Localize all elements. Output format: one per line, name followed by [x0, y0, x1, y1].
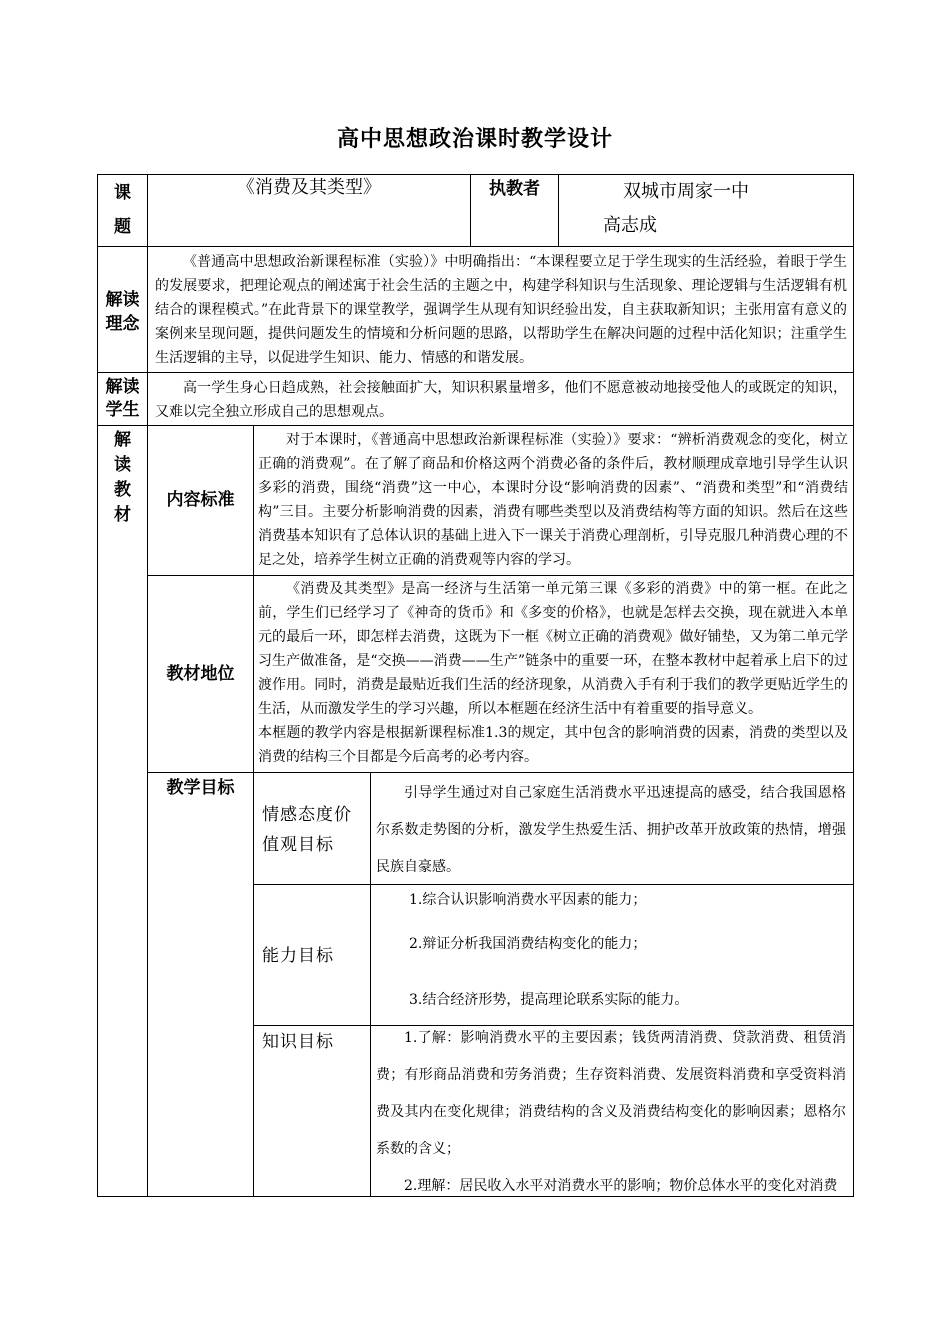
content-standard-text: 对于本课时，《普通高中思想政治新课程标准（实验）》要求：“辨析消费观念的变化，树立正确的消费观”。在了解了商品和价格这两个消费必备的条件后，教材顺理成章地引导学生认识多彩的消费，围绕“消费”这一中心，本课时分设“影响消费的因素”、“消费和类型”和“消费结构”三目。主要分析影响消费的因素，消费有哪些类型以及消费结构等方面的知识。然后在这些消费基本知识有了总体认识的基础上进入下一课关于消费心理剖析，引导克服几种消费心理的不足之处，培养学生树立正确的消费观等内容的学习。: [258, 432, 848, 568]
teacher-value: 双城市周家一中 高志成: [603, 181, 749, 236]
knowledge-goal-item: 2.理解：居民收入水平对消费水平的影响；物价总体水平的变化对消费: [404, 1178, 838, 1194]
students-text: 高一学生身心日趋成熟，社会接触面扩大，知识积累量增多，他们不愿意被动地接受他人的或既定的知识，又难以完全独立形成自己的思想观点。: [155, 380, 847, 420]
teaching-goals-label: 教学目标: [166, 778, 235, 798]
page-title: 高中思想政治课时教学设计: [336, 126, 613, 152]
ability-goal-cell: [376, 888, 846, 1012]
emotion-goal-text: 引导学生通过对自己家庭生活消费水平迅速提高的感受，结合我国恩格尔系数走势图的分析，激发学生热爱生活、拥护改革开放政策的热情，增强民族自豪感。: [376, 785, 846, 875]
students-text-cell: [155, 376, 847, 424]
emotion-goal-cell: [376, 775, 846, 886]
content-standard-cell: [258, 428, 848, 572]
topic-value: 《消费及其类型》: [237, 177, 381, 198]
content-standard-label: 内容标准: [166, 490, 235, 510]
students-label: 解读 学生: [105, 377, 140, 420]
textbook-position-text: 《消费及其类型》是高一经济与生活第一单元第三课《多彩的消费》中的第一框。在此之前，学生们已经学习了《神奇的货币》和《多变的价格》，也就是怎样去交换，现在就进入本单元的最后一环，即怎样去消费，这既为下一框《树立正确的消费观》做好铺垫，又为第二单元学习生产做准备，是“交换——消费——生产”链条中的重要一环，在整本教材中起着承上启下的过渡作用。同时，消费是最贴近我们生活的经济现象，从消费入手有利于我们的教学更贴近学生的生活，从而激发学生的学习兴趣，所以本框题在经济生活中有着重要的指导意义。: [258, 581, 848, 717]
teacher-label: 执教者: [489, 179, 540, 199]
emotion-goal-label: 情感态度价 值观目标: [262, 805, 352, 855]
ability-goal-label: 能力目标: [262, 946, 334, 966]
textbook-label: 解 读 教 材: [114, 430, 131, 525]
concept-label: 解读 理念: [105, 290, 140, 334]
topic-label: 课 题: [114, 183, 131, 237]
ability-goal-item: 3.结合经济形势，提高理论联系实际的能力。: [409, 992, 689, 1008]
ability-goal-item: 1.综合认识影响消费水平因素的能力；: [409, 892, 647, 908]
knowledge-goal-cell: [376, 1020, 846, 1196]
concept-text: 《普通高中思想政治新课程标准（实验）》中明确指出：“本课程要立足于学生现实的生活经验，着眼于学生的发展要求，把理论观点的阐述寓于社会生活的主题之中，构建学科知识与生活现象、理论逻辑与生活逻辑有机结合的课程模式。”在此背景下的课堂教学，强调学生从现有知识经验出发，自主获取新知识；主张用富有意义的案例来呈现问题，提供问题发生的情境和分析问题的思路，以帮助学生在解决问题的过程中活化知识；注重学生生活逻辑的主导，以促进学生知识、能力、情感的和谐发展。: [155, 254, 847, 366]
textbook-position-text-2: 本框题的教学内容是根据新课程标准1.3的规定，其中包含的影响消费的因素，消费的类型以及消费的结构三个目都是今后高考的必考内容。: [258, 725, 848, 765]
concept-text-cell: [155, 250, 847, 370]
knowledge-goal-item: 1.了解：影响消费水平的主要因素；钱货两清消费、贷款消费、租赁消费；有形商品消费和劳务消费；生存资料消费、发展资料消费和享受资料消费及其内在变化规律；消费结构的含义及消费结构变化的影响因素；恩格尔系数的含义；: [376, 1030, 846, 1157]
ability-goal-item: 2.辩证分析我国消费结构变化的能力；: [409, 936, 647, 952]
textbook-position-cell: [258, 577, 848, 769]
knowledge-goal-label: 知识目标: [262, 1032, 334, 1052]
textbook-position-label: 教材地位: [166, 664, 235, 684]
